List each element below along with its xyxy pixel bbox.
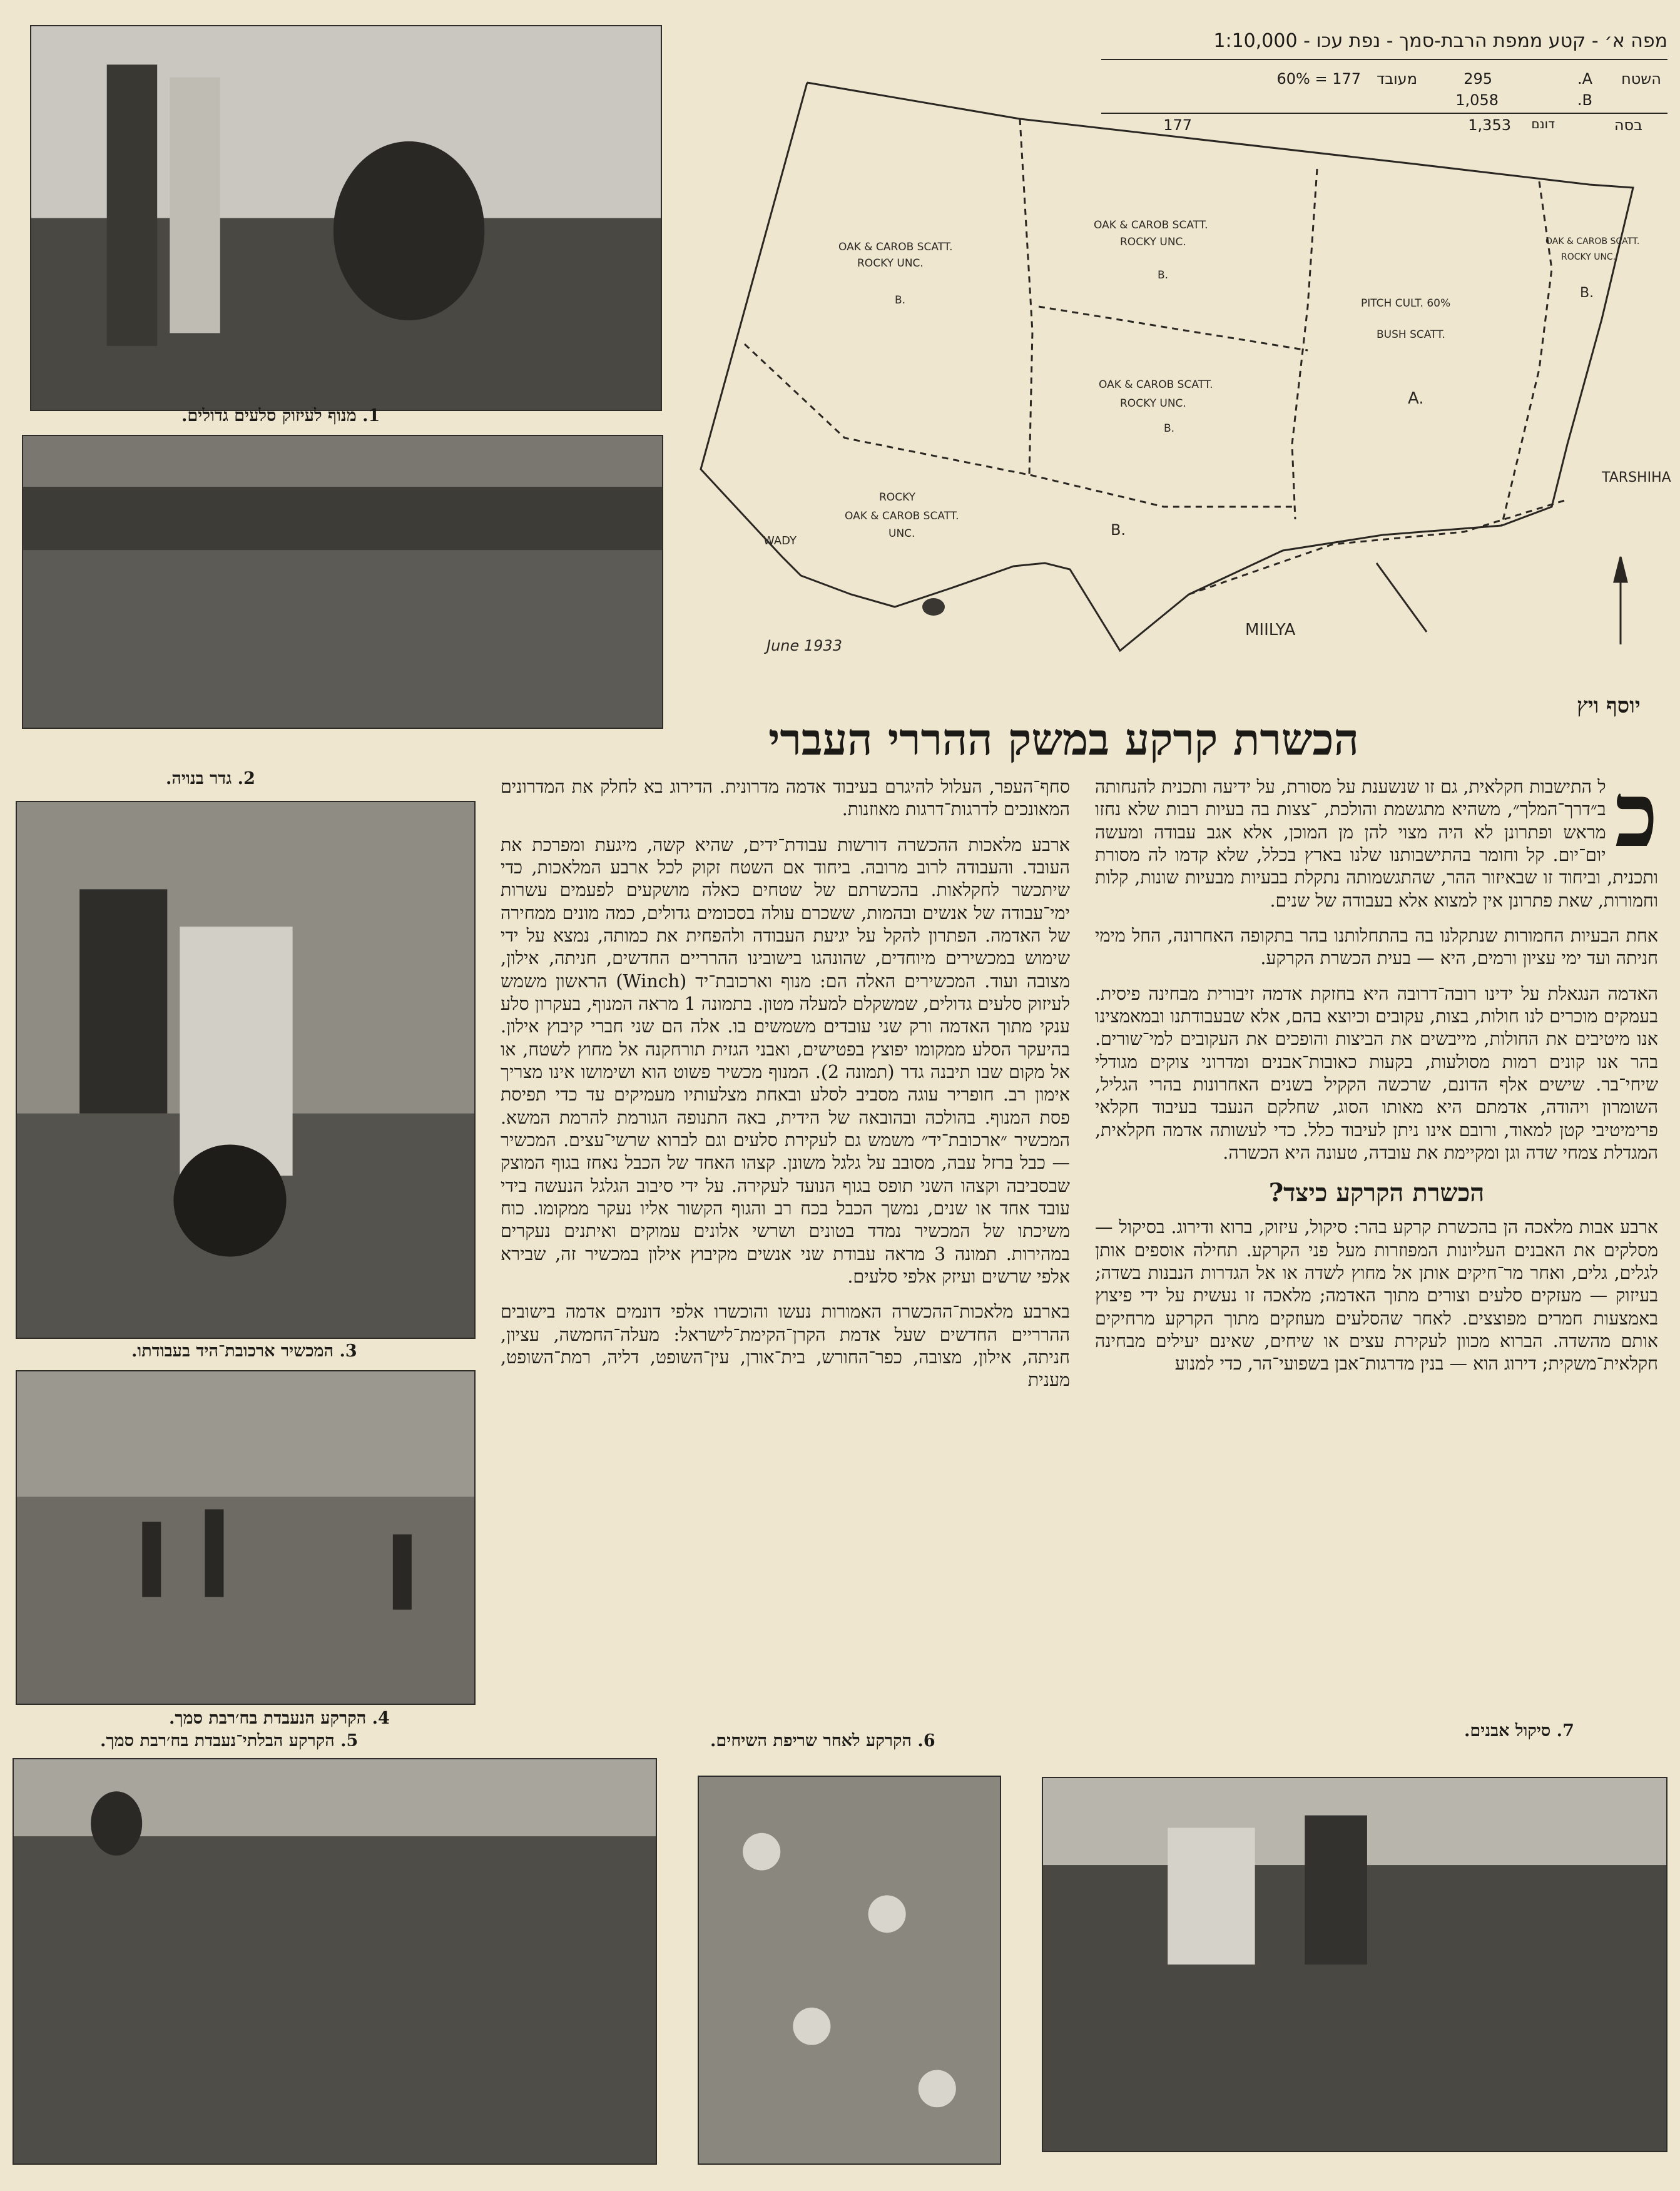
map-region-2-line-1: OAK & CAROB SCATT.	[1094, 219, 1208, 231]
map-internal-line-e	[745, 344, 1292, 507]
map-place-wady: WADY	[763, 534, 797, 547]
caption-3: 3. המכשיר ארכובת־היד בעבודתו.	[131, 1341, 357, 1361]
body-para-4: ארבע אבות מלאכה הן בהכשרת קרקע בהר: סיקול, עיזוק, ברוא ודירוג. בסיקול — מסלקים את האבנים העליונות המפוזרות מעל פני הקרקע. תחילה אוספים אותן לגלים, גלים, ואחר מר־חיקים אותן אל מחוץ לשדה או אל הגדרות הנבנות בשדה; בעיזוק — מעזקים סלעים וצורים מתוך האדמה; מלאכה זו נעשית על ידי פיצוץ באמצעות חמרים מפוצצים. לאחר שהסלעים מעוזקים מתוך הקרקע מרחיקים אותם מהשדה. הברוא מכוון לעקירת עצים או שיחים, שאינם יעילים מבחינה חקלאית־משקית; דירוג הוא — בנין מדרגות־אבן בשפועי־הר, כדי למנוע	[1095, 1217, 1658, 1375]
legend-total-worked: 177	[1163, 116, 1192, 134]
north-arrow	[1614, 557, 1627, 644]
body-para-3: האדמה הנגאלת על ידינו רובה־דרובה היא בחזקת אדמה זיבורית מבחינה פיסית. בעמקים מוכרים לנו חולות, בצות, עקובים וכיוצא בהם, אלא שבעבודתנו ובמאמצינו אנו מיטיבים את החולות, מייבשים את הביצות והופכים את העקובים למי־שורים. בהר אנו קונים רמות מסולעות, בקעות כאובות־אבנים ומדרוני צוקים מגודלי שיחי־בר. שישים אלף הדונם, שרכשה הקקיל בשנים האחרונות בהרי הגליל, השומרון ויהודה, אדמתם היא מאותו הסוג, שחלקם הנעבד בעיבוד חקלאי פרימיטיבי קטן למאוד, ורובם אינו ניתן לעיבוד כלל. כדי לעשותה אדמה חקלאית, המגדלת צמחי שדה וגן ומקיימת את עובדה, טעונה היא הכשרה.	[1095, 983, 1658, 1163]
map-internal-line-c	[1502, 181, 1552, 526]
map-region-7-line-3: B.	[1580, 285, 1594, 301]
map-place-tarshiha: TARSHIHA	[1602, 470, 1671, 485]
legend-row-b-value: 1,058	[1455, 91, 1499, 109]
byline: יוסף ויץ	[1577, 693, 1641, 718]
map-region-4-line-2: ROCKY UNC.	[1120, 397, 1186, 410]
photo-worked-land	[16, 1370, 476, 1705]
legend-row-a-value: 295	[1464, 70, 1492, 88]
map-region-5-line-3: UNC.	[888, 527, 915, 540]
legend-total-unit: דונם	[1531, 116, 1555, 131]
map-region-5-line-2: OAK & CAROB SCATT.	[845, 510, 959, 522]
map-region-2-line-3: B.	[1158, 269, 1169, 282]
map-region-6-label: B.	[1111, 521, 1126, 539]
legend-total-value: 1,353	[1468, 116, 1511, 134]
map-internal-line-d	[1039, 307, 1308, 350]
legend-row-b-label: B.	[1577, 91, 1592, 109]
legend-row-a-label: A.	[1577, 70, 1592, 88]
map-region-7-line-1: OAK & CAROB SCATT.	[1545, 236, 1640, 247]
caption-2: 2. גדר בנויה.	[166, 769, 255, 788]
body-para-2: אחת הבעיות החמורות שנתקלנו בה בהתחלותנו בהר בתקופה האחרונה, החל מימי חניתה ועד ימי עציון ורמים, היא — בעית הכשרת הקרקע.	[1095, 925, 1658, 969]
body-para-7: בארבע מלאכות־ההכשרה האמורות נעשו והוכשרו אלפי דונמים אדמה בישובים ההרריים החדשים שעל אדמת הקרן־הקימת־לישראל: מעלה־החמשה, עציון, חניתה, אילון, מצובה, כפר־החורש, בית־אורן, עין־השופט, דליה, רמת־השופט, מענית	[501, 1301, 1070, 1391]
photo-hand-winch	[16, 801, 476, 1339]
survey-map	[688, 69, 1677, 694]
body-para-5: סחף־העפר, העלול להיגרם בעיבוד אדמה מדרונית. הדירוג בא לחלק את המדרונים המאונכים לדרגות־דרגות מאוזנות.	[501, 776, 1070, 820]
caption-6: 6. הקרקע לאחר שריפת השיחים.	[710, 1731, 935, 1751]
drop-cap: כ	[1614, 763, 1658, 867]
map-region-1-line-1: OAK & CAROB SCATT.	[838, 241, 953, 253]
legend-total-label: בסה	[1614, 116, 1642, 134]
map-internal-line-b	[1292, 169, 1317, 519]
legend-worked-label: מעובד	[1377, 70, 1417, 88]
map-region-3-line-3: A.	[1408, 389, 1424, 408]
map-region-5-line-1: ROCKY	[879, 491, 915, 504]
map-region-4-line-1: OAK & CAROB SCATT.	[1099, 379, 1213, 391]
body-para-6: ארבע מלאכות ההכשרה דורשות עבודת־ידים, שהיא קשה, מיגעת ומפרכת את העובד. והעבודה לרוב מרובה. ביחוד אם השטח זקוק לכל ארבע המלאכות, כדי שיתכשר לחקלאות. בהכשרתם של שטחים כאלה מושקעים לפעמים עשרות ימי־עבודה של אנשים ובהמות, ששכרם עולה בסכומים גדולים, כמה מונים ממחירה של האדמה. הפתרון להקל על יגיעת העבודה ולהפחית את כמותה, נמצא על ידי שימוש במכשירים מיוחדים, שהונהגו בישובינו ההרריים החדשים, חניתה, אילון, מצובה ועוד. המכשירים האלה הם: מנוף וארכובת־יד (Winch) הראשון משמש לעיזוק סלעים גדולים, שמשקלם למעלה מטון. בתמונה 1 מראה המנוף, בעקרון סלע ענקי מתוך האדמה ורק שני עובדים משמשים בו. אלה הם שני חברי קיבוץ אילון. בהיעקר הסלע ממקומו יפוצץ בפטישים, ואבני הגזית תורחקנה אל מחוץ לשטח, או אל מקום שבו תיבנה גדר (תמונה 2). המנוף מכשיר פשוט הוא ושימושו אינו מצריך אימון רב. חופריר עוגה מסביב לסלע ובאחת מצלעותיו מעמיקים עד כדי תפיסת פסת המנוף. בהולכה ובהובאה של הידית, באה התנופה הגורמת להרמת המשא. המכשיר ״ארכובת־יד״ משמש גם לעקירת סלעים וגם לברוא שרשי־עצים. המכשיר — כבל ברזל עבה, מסובב על גלגל משונן. קצהו האחד של הכבל נאחז בגוף המוצק שבסביבה וקצהו השני תופס בגוף הנועד לעקירה. על ידי סיבוב הגלגל הנעשה בידי עובד אחד או שנים, נמשך הכבל בכח רב והגוף הקשור אליו נעקר ממקומו. כוח משיכתו של המכשיר נמדד בטונים ושרשי אלונים עמוקים ואיתנים נעקרים במהירות. תמונה 3 מראה עבודת שני אנשים מקיבוץ אילון במכשיר זה, שבירא אלפי שרשים ועיזק אלפי סלעים.	[500, 834, 1071, 1287]
legend-row-a-worked: 177 = 60%	[1276, 70, 1361, 88]
headline: הכשרת קרקע במשק ההררי העברי	[768, 713, 1359, 765]
caption-1: 1. מנוף לעיזוק סלעים גדולים.	[181, 406, 380, 425]
map-outer-boundary	[701, 83, 1633, 651]
caption-5: 5. הקרקע הבלתי־נעבדת בח׳רבת סמך.	[100, 1731, 359, 1751]
map-region-7-line-2: ROCKY UNC.	[1561, 252, 1616, 262]
map-region-4-line-3: B.	[1164, 422, 1175, 435]
subheading: הכשרת הקרקע כיצד?	[1268, 1178, 1485, 1208]
map-date: June 1933	[766, 637, 842, 654]
map-region-3-line-1: PITCH CULT. 60%	[1361, 297, 1451, 310]
photo-after-burn	[698, 1776, 1001, 2165]
map-region-1-line-2: ROCKY UNC.	[857, 257, 924, 270]
article-column-left	[501, 776, 1070, 1739]
caption-7: 7. סיקול אבנים.	[1464, 1721, 1574, 1741]
map-place-milya: MIILYA	[1245, 621, 1296, 639]
map-pond	[922, 598, 945, 616]
map-region-2-line-2: ROCKY UNC.	[1120, 236, 1186, 248]
map-internal-line-f	[1189, 501, 1564, 594]
photo-lever-boulder	[30, 25, 662, 411]
legend-area-label: השטח	[1621, 70, 1661, 88]
map-region-3-line-2: BUSH SCATT.	[1377, 328, 1445, 341]
body-para-1: ל התישבות חקלאית, גם זו שנשענת על מסורת, על ידיעה ותכנית להנחותה ב״דרך־המלך״, משהיא מתגשמת והולכת, ־צצות בה בעיות רבות שלא נחזו מראש ופתרונן לא היה מצוי להן מן המוכן, אלא אגב עבודה ומעשה יום־יום. קל וחומר בהתישבותנו שלנו בארץ בכלל, שלא קדמו לה מסורת ותכנית, וביחוד זו שבאיזור ההר, שהתגשמותה נתקלת בבעיות מבעיות שונות, קלות וחמורות, שאת פתרונן אין למצוא אלא בעבודה של שנים.	[1095, 776, 1658, 911]
photo-unworked-land	[13, 1758, 657, 2165]
map-title: מפה א׳ - קטע ממפת הרבת-סמך - נפת עכו - 1:10,000	[1213, 30, 1667, 52]
article-column-right	[1095, 763, 1658, 1739]
photo-stone-wall	[22, 435, 663, 729]
map-internal-line-a	[1020, 119, 1032, 475]
map-region-1-line-3: B.	[895, 294, 906, 307]
photo-stone-clearing	[1042, 1777, 1667, 2152]
map-arrow-line	[1377, 563, 1427, 632]
caption-4: 4. הקרקע הנעבדת בח׳רבת סמך.	[169, 1709, 390, 1728]
